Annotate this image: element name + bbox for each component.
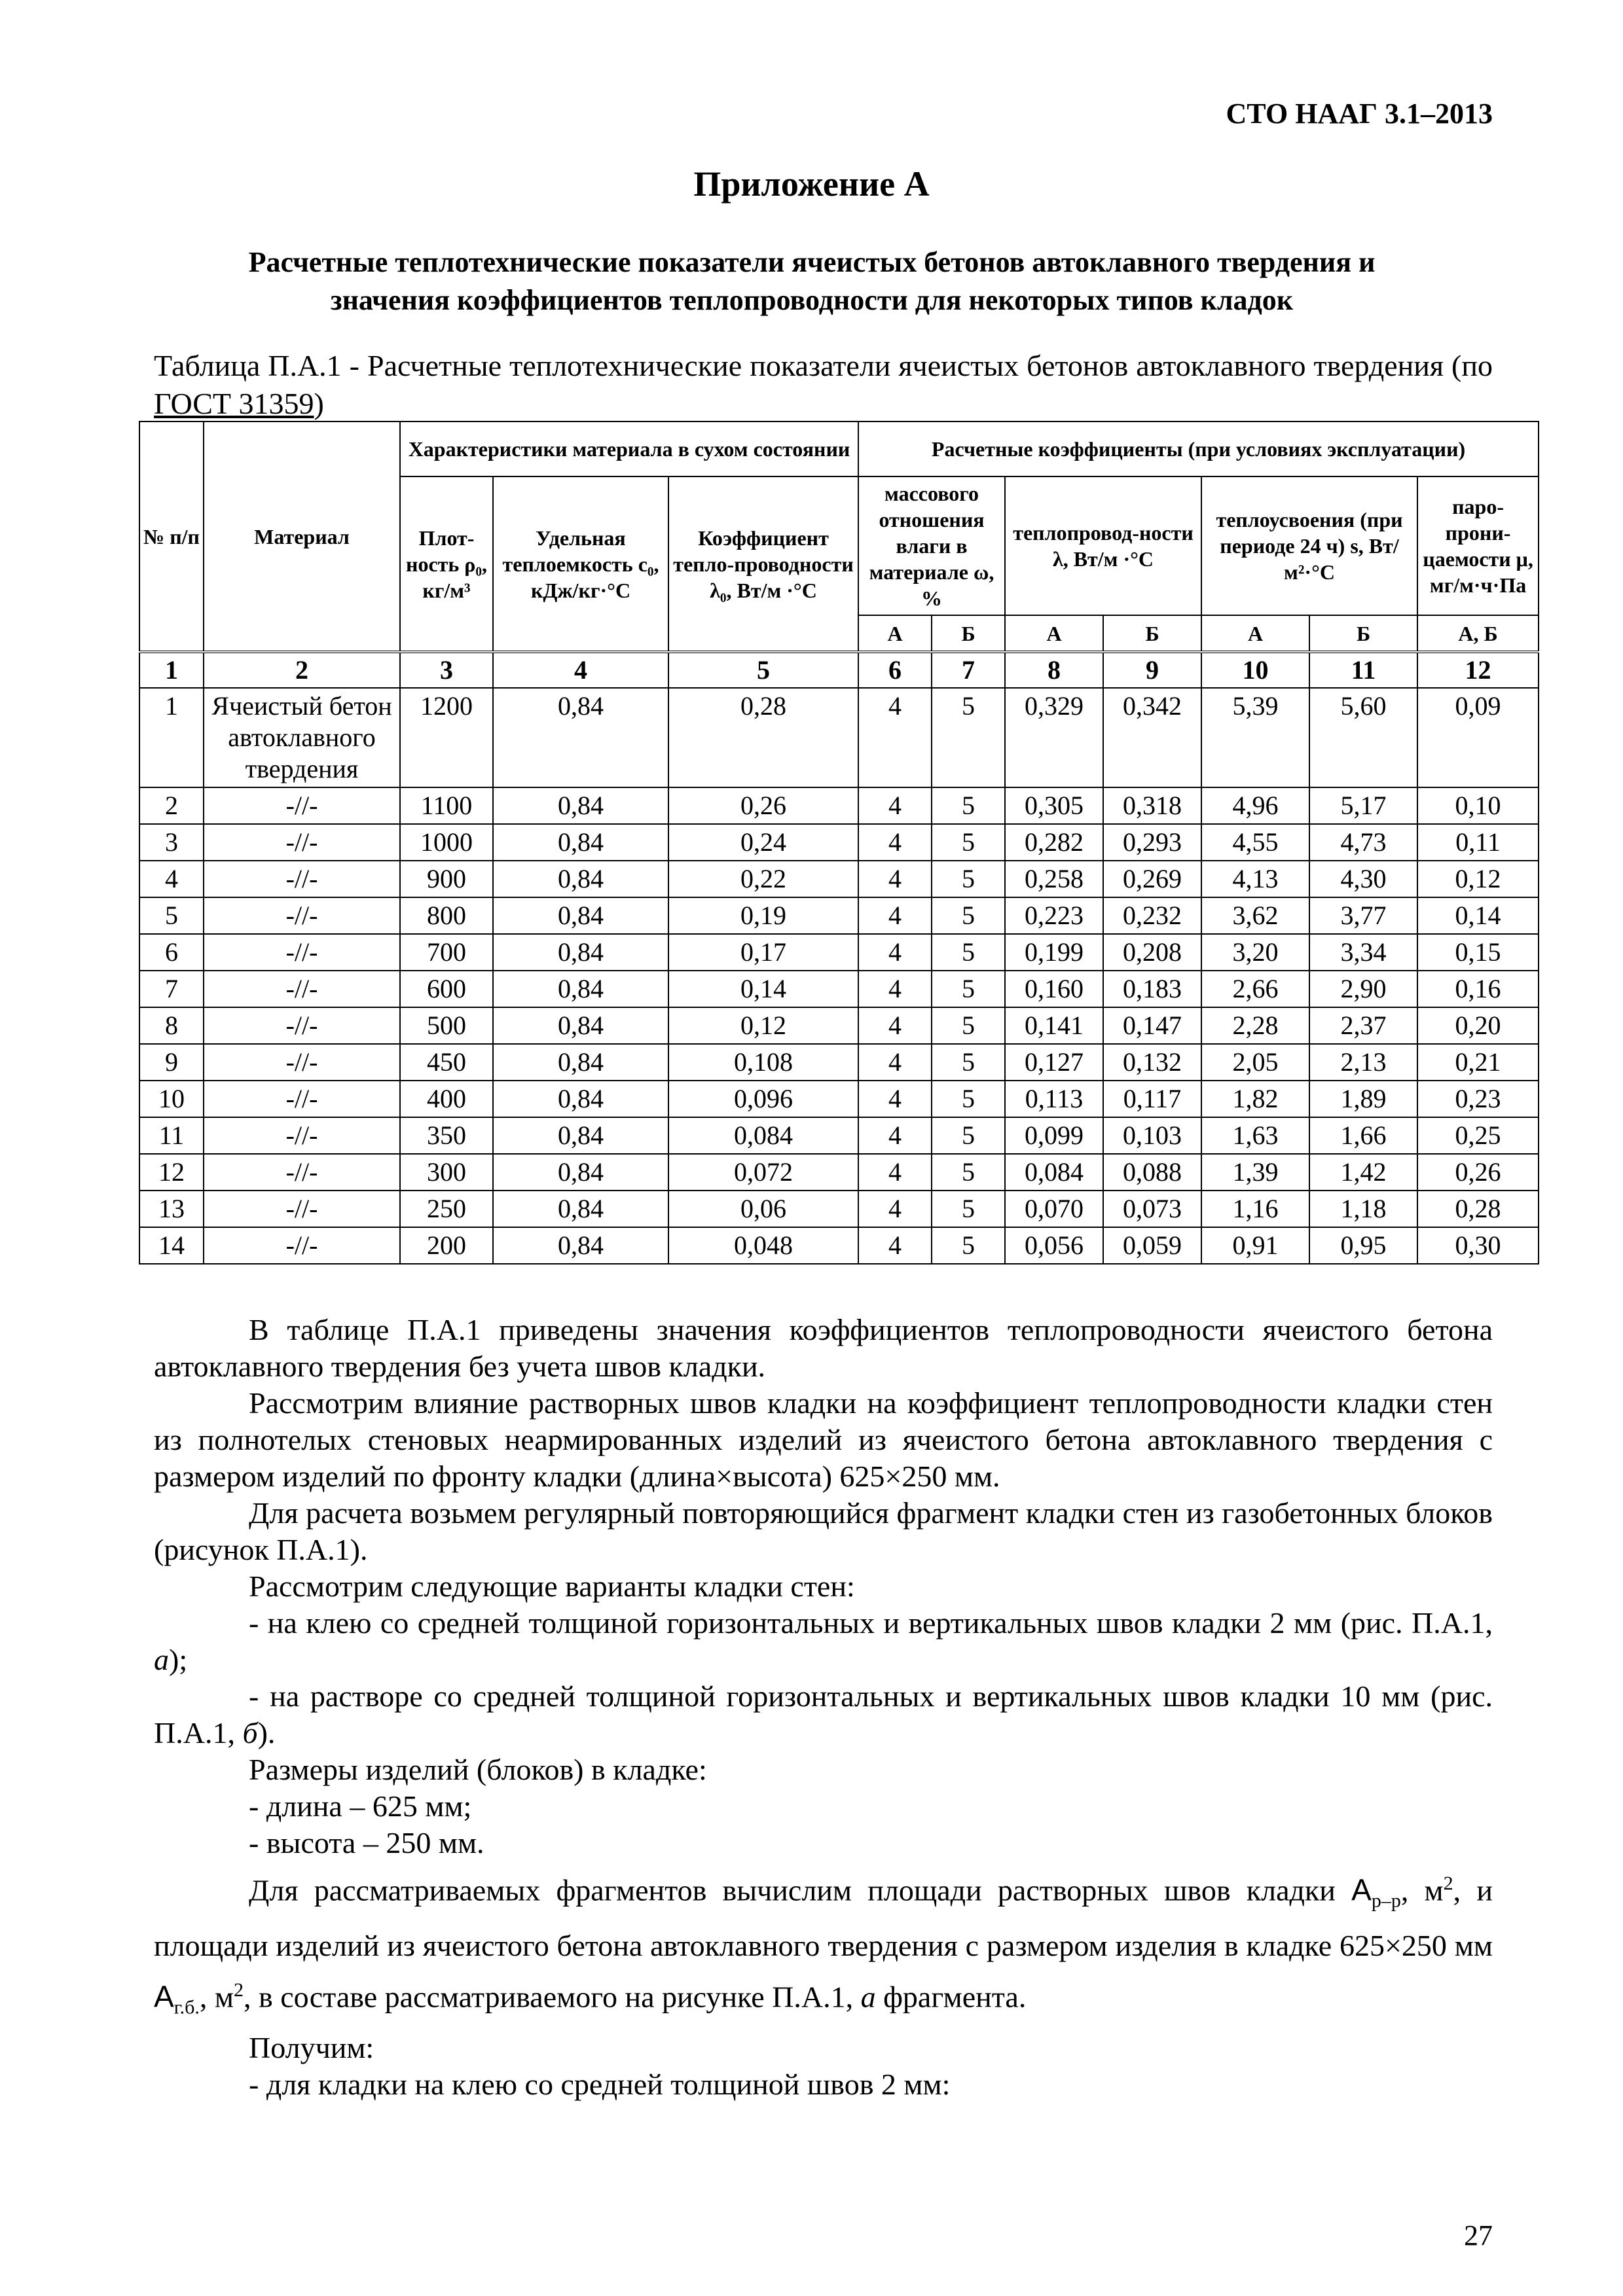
table-cell: 4 xyxy=(858,824,932,861)
table-cell: 0,056 xyxy=(1005,1227,1103,1264)
table-cell: 0,84 xyxy=(493,1081,668,1117)
table-cell: 0,048 xyxy=(668,1227,858,1264)
table-cell: -//- xyxy=(204,934,400,971)
header-condition-a: А xyxy=(858,615,932,652)
table-cell: 13 xyxy=(139,1191,204,1227)
table-cell: 0,258 xyxy=(1005,861,1103,897)
subtitle-line-1: Расчетные теплотехнические показатели ячеистых бетонов автоклавного твердения и xyxy=(248,246,1376,278)
text-run: , м xyxy=(199,1979,234,2013)
table-cell: 0,84 xyxy=(493,1227,668,1264)
header-condition-b: Б xyxy=(1309,615,1417,652)
header-heat-absorption: теплоусвоения (при периоде 24 ч) s, Вт/м²·°С xyxy=(1201,476,1417,615)
header-design-coefficients: Расчетные коэффициенты (при условиях эксплуатации) xyxy=(858,422,1539,476)
table-cell: -//- xyxy=(204,1044,400,1081)
list-item: - для кладки на клею со средней толщиной швов 2 мм: xyxy=(249,2068,951,2102)
table-cell: 700 xyxy=(400,934,493,971)
formula-symbol: А xyxy=(1351,1873,1372,1907)
paragraph xyxy=(154,1861,1493,2030)
table-cell: -//- xyxy=(204,1117,400,1154)
header-heat-capacity: Удельная теплоемкость с₀, кДж/кг·°С xyxy=(493,476,668,652)
column-number: 7 xyxy=(932,652,1005,688)
table-cell: 0,269 xyxy=(1103,861,1201,897)
table-cell: 0,17 xyxy=(668,934,858,971)
header-condition-ab: А, Б xyxy=(1417,615,1539,652)
formula-symbol: А xyxy=(154,1979,174,2013)
table-cell: 0,28 xyxy=(1417,1191,1539,1227)
table-cell: 4,13 xyxy=(1201,861,1309,897)
subtitle-line-2: значения коэффициентов теплопроводности для некоторых типов кладок xyxy=(330,284,1294,316)
table-cell: 0,84 xyxy=(493,787,668,824)
table-cell: 0,21 xyxy=(1417,1044,1539,1081)
appendix-title: Приложение А xyxy=(693,164,930,204)
table-cell: 7 xyxy=(139,971,204,1007)
table-cell: 0,84 xyxy=(493,934,668,971)
header-density: Плот-ность ρ₀, кг/м³ xyxy=(400,476,493,652)
table-cell: 4 xyxy=(858,1081,932,1117)
table-cell: 4,55 xyxy=(1201,824,1309,861)
table-cell: 250 xyxy=(400,1191,493,1227)
table-cell: 0,073 xyxy=(1103,1191,1201,1227)
table-cell: 5 xyxy=(932,1007,1005,1044)
table-cell: 5 xyxy=(932,1227,1005,1264)
table-cell: 4 xyxy=(858,971,932,1007)
table-cell: 0,14 xyxy=(1417,897,1539,934)
column-number: 5 xyxy=(668,652,858,688)
list-item-text: - на растворе со средней толщиной горизонтальных и вертикальных швов кладки 10 мм (рис. П.А.1, xyxy=(154,1679,1493,1749)
table-cell: 0,147 xyxy=(1103,1007,1201,1044)
table-cell: 2,13 xyxy=(1309,1044,1417,1081)
gost-link[interactable]: ГОСТ 31359 xyxy=(154,387,314,420)
table-cell: 600 xyxy=(400,971,493,1007)
table-cell: 4 xyxy=(139,861,204,897)
column-number: 8 xyxy=(1005,652,1103,688)
table-cell: 0,15 xyxy=(1417,934,1539,971)
table-cell: 1 xyxy=(139,688,204,787)
table-cell: 0,14 xyxy=(668,971,858,1007)
table-cell: 4,30 xyxy=(1309,861,1417,897)
table-cell: 1,18 xyxy=(1309,1191,1417,1227)
header-material: Материал xyxy=(204,422,400,652)
table-cell: 0,141 xyxy=(1005,1007,1103,1044)
table-cell: 900 xyxy=(400,861,493,897)
header-number: № п/п xyxy=(139,422,204,652)
table-cell: -//- xyxy=(204,787,400,824)
table-cell: 450 xyxy=(400,1044,493,1081)
table-cell: 2,37 xyxy=(1309,1007,1417,1044)
table-cell: 0,11 xyxy=(1417,824,1539,861)
table-cell: 0,108 xyxy=(668,1044,858,1081)
table-cell: 0,293 xyxy=(1103,824,1201,861)
table-cell: 0,127 xyxy=(1005,1044,1103,1081)
table-cell: 3,62 xyxy=(1201,897,1309,934)
table-cell: 0,088 xyxy=(1103,1154,1201,1191)
table-cell: -//- xyxy=(204,1227,400,1264)
table-cell: 9 xyxy=(139,1044,204,1081)
table-cell: 4 xyxy=(858,1007,932,1044)
table-body xyxy=(139,688,1539,1264)
appendix-subtitle xyxy=(151,243,1473,319)
formula-subscript: р–р xyxy=(1371,1890,1401,1912)
table-cell: 5 xyxy=(139,897,204,934)
table-cell: 2,28 xyxy=(1201,1007,1309,1044)
table-cell: 1,89 xyxy=(1309,1081,1417,1117)
table-cell: 200 xyxy=(400,1227,493,1264)
table-cell: 0,160 xyxy=(1005,971,1103,1007)
table-row xyxy=(139,787,1539,824)
column-number: 6 xyxy=(858,652,932,688)
table-cell: 5 xyxy=(932,1191,1005,1227)
list-item-end: ); xyxy=(169,1643,188,1676)
page-number: 27 xyxy=(1464,2219,1493,2251)
table-cell: 0,223 xyxy=(1005,897,1103,934)
table-cell: 0,084 xyxy=(1005,1154,1103,1191)
table-row xyxy=(139,1154,1539,1191)
table-cell: 1,63 xyxy=(1201,1117,1309,1154)
table-cell: 0,208 xyxy=(1103,934,1201,971)
table-cell: 0,282 xyxy=(1005,824,1103,861)
table-cell: 0,342 xyxy=(1103,688,1201,787)
table-cell: 2,66 xyxy=(1201,971,1309,1007)
list-item xyxy=(154,1605,1493,1678)
table-cell: 5 xyxy=(932,861,1005,897)
formula-subscript: г.б. xyxy=(173,1996,200,2018)
paragraph: Для расчета возьмем регулярный повторяющийся фрагмент кладки стен из газобетонных блоков (рисунок П.А.1). xyxy=(154,1496,1493,1566)
table-cell: 0,20 xyxy=(1417,1007,1539,1044)
table-cell: 5 xyxy=(932,824,1005,861)
table-cell: 0,19 xyxy=(668,897,858,934)
table-cell: 1,16 xyxy=(1201,1191,1309,1227)
table-cell: 0,232 xyxy=(1103,897,1201,934)
table-cell: 0,12 xyxy=(668,1007,858,1044)
table-cell: 11 xyxy=(139,1117,204,1154)
paragraph: В таблице П.А.1 приведены значения коэффициентов теплопроводности ячеистого бетона автоклавного твердения без учета швов кладки. xyxy=(154,1313,1493,1383)
table-cell: 0,24 xyxy=(668,824,858,861)
table-cell: 2 xyxy=(139,787,204,824)
table-caption xyxy=(154,347,1493,423)
header-moisture: массового отношения влаги в материале ω, % xyxy=(858,476,1005,615)
table-row xyxy=(139,1191,1539,1227)
table-cell: 0,059 xyxy=(1103,1227,1201,1264)
table-cell: 1,66 xyxy=(1309,1117,1417,1154)
table-cell: 5 xyxy=(932,688,1005,787)
list-item-text: - на клею со средней толщиной горизонтальных и вертикальных швов кладки 2 мм (рис. П.А.1, xyxy=(249,1606,1493,1640)
table-cell: 4 xyxy=(858,897,932,934)
table-cell: 5,39 xyxy=(1201,688,1309,787)
table-cell: 0,23 xyxy=(1417,1081,1539,1117)
list-item xyxy=(154,1678,1493,1751)
table-cell: 4 xyxy=(858,787,932,824)
table-cell: 12 xyxy=(139,1154,204,1191)
table-row xyxy=(139,971,1539,1007)
thermal-properties-table xyxy=(139,421,1539,1265)
table-cell: 1,42 xyxy=(1309,1154,1417,1191)
table-cell: 0,12 xyxy=(1417,861,1539,897)
column-number: 12 xyxy=(1417,652,1539,688)
table-cell: 0,199 xyxy=(1005,934,1103,971)
table-cell: 0,09 xyxy=(1417,688,1539,787)
table-cell: 0,096 xyxy=(668,1081,858,1117)
superscript: 2 xyxy=(233,1979,244,2001)
table-cell: 800 xyxy=(400,897,493,934)
column-number: 10 xyxy=(1201,652,1309,688)
table-cell: 5,60 xyxy=(1309,688,1417,787)
body-text xyxy=(154,1312,1493,2103)
table-cell: 0,84 xyxy=(493,861,668,897)
paragraph: Рассмотрим влияние растворных швов кладки на коэффициент теплопроводности кладки стен из полнотелых стеновых неармированных изделий из ячеистого бетона автоклавного твердения с размером изделий по фронту кладки (длина×высота) 625×250 мм. xyxy=(154,1386,1493,1493)
table-cell: 0,103 xyxy=(1103,1117,1201,1154)
table-cell: 5 xyxy=(932,1117,1005,1154)
table-row xyxy=(139,861,1539,897)
table-cell: -//- xyxy=(204,824,400,861)
table-cell: 3,20 xyxy=(1201,934,1309,971)
table-cell: 0,305 xyxy=(1005,787,1103,824)
table-cell: 5 xyxy=(932,934,1005,971)
table-cell: 0,30 xyxy=(1417,1227,1539,1264)
table-cell: 3,77 xyxy=(1309,897,1417,934)
table-cell: 0,84 xyxy=(493,971,668,1007)
table-cell: 0,22 xyxy=(668,861,858,897)
table-row xyxy=(139,824,1539,861)
table-cell: -//- xyxy=(204,971,400,1007)
table-row xyxy=(139,1081,1539,1117)
table-cell: 400 xyxy=(400,1081,493,1117)
table-cell: 0,91 xyxy=(1201,1227,1309,1264)
text-run: Для рассматриваемых фрагментов вычислим площади растворных швов кладки xyxy=(249,1873,1352,1907)
table-cell: 0,06 xyxy=(668,1191,858,1227)
table-cell: 0,084 xyxy=(668,1117,858,1154)
table-cell: 3 xyxy=(139,824,204,861)
column-number: 1 xyxy=(139,652,204,688)
column-number: 3 xyxy=(400,652,493,688)
figure-part-label: а xyxy=(154,1643,169,1676)
table-row xyxy=(139,1044,1539,1081)
paragraph: Размеры изделий (блоков) в кладке: xyxy=(249,1753,707,1786)
table-cell: 0,072 xyxy=(668,1154,858,1191)
table-row xyxy=(139,934,1539,971)
table-cell: 0,84 xyxy=(493,1117,668,1154)
table-cell: 4 xyxy=(858,1227,932,1264)
list-item-end: ). xyxy=(257,1716,276,1749)
table-cell: -//- xyxy=(204,1191,400,1227)
table-cell: 0,318 xyxy=(1103,787,1201,824)
column-number: 4 xyxy=(493,652,668,688)
table-cell: 5 xyxy=(932,971,1005,1007)
table-cell: 5 xyxy=(932,1081,1005,1117)
table-cell: -//- xyxy=(204,1154,400,1191)
table-cell: 5 xyxy=(932,787,1005,824)
table-cell: 4,73 xyxy=(1309,824,1417,861)
table-cell: 0,84 xyxy=(493,897,668,934)
table-cell: 6 xyxy=(139,934,204,971)
table-cell: 5,17 xyxy=(1309,787,1417,824)
table-cell: 0,84 xyxy=(493,1007,668,1044)
text-run: , м xyxy=(1400,1873,1444,1907)
table-cell: 0,84 xyxy=(493,688,668,787)
table-cell: 4 xyxy=(858,861,932,897)
table-cell: 0,099 xyxy=(1005,1117,1103,1154)
table-row xyxy=(139,897,1539,934)
table-cell: 4 xyxy=(858,934,932,971)
header-dry-state: Характеристики материала в сухом состоянии xyxy=(400,422,858,476)
table-row xyxy=(139,1007,1539,1044)
table-cell: 0,183 xyxy=(1103,971,1201,1007)
table-cell: 1200 xyxy=(400,688,493,787)
table-cell: 4 xyxy=(858,1117,932,1154)
table-cell: 1,39 xyxy=(1201,1154,1309,1191)
paragraph: Рассмотрим следующие варианты кладки стен: xyxy=(249,1570,855,1603)
table-cell: -//- xyxy=(204,897,400,934)
column-number: 9 xyxy=(1103,652,1201,688)
table-cell: 0,117 xyxy=(1103,1081,1201,1117)
list-item: - длина – 625 мм; xyxy=(249,1789,472,1823)
table-cell: 0,84 xyxy=(493,824,668,861)
table-cell: 0,26 xyxy=(668,787,858,824)
table-cell: 4 xyxy=(858,688,932,787)
table-row xyxy=(139,1117,1539,1154)
table-cell: 10 xyxy=(139,1081,204,1117)
header-condition-b: Б xyxy=(1103,615,1201,652)
table-cell: 4,96 xyxy=(1201,787,1309,824)
table-cell: 2,90 xyxy=(1309,971,1417,1007)
header-vapor-permeability: паро-прони-цаемости μ, мг/м·ч·Па xyxy=(1417,476,1539,615)
table-cell: 0,132 xyxy=(1103,1044,1201,1081)
header-condition-b: Б xyxy=(932,615,1005,652)
table-cell: 4 xyxy=(858,1154,932,1191)
column-number: 2 xyxy=(204,652,400,688)
column-number: 11 xyxy=(1309,652,1417,688)
text-run: фрагмента. xyxy=(875,1979,1027,2013)
table-cell: 2,05 xyxy=(1201,1044,1309,1081)
table-cell: 8 xyxy=(139,1007,204,1044)
paragraph: Получим: xyxy=(249,2031,374,2065)
table-cell: 0,25 xyxy=(1417,1117,1539,1154)
table-cell: 0,113 xyxy=(1005,1081,1103,1117)
table-cell: 0,84 xyxy=(493,1191,668,1227)
table-cell: -//- xyxy=(204,1007,400,1044)
table-cell: 0,28 xyxy=(668,688,858,787)
table-cell: 3,34 xyxy=(1309,934,1417,971)
table-row xyxy=(139,688,1539,787)
table-cell: 1100 xyxy=(400,787,493,824)
table-caption-close: ) xyxy=(314,387,324,420)
document-code: СТО НААГ 3.1–2013 xyxy=(1226,98,1493,130)
text-run: , и площади изделий из ячеистого бетона автоклавного твердения с размером изделия в кладке 625×250 мм xyxy=(154,1873,1493,1962)
table-cell: 5 xyxy=(932,897,1005,934)
text-run: , в составе рассматриваемого на рисунке П.А.1, xyxy=(243,1979,861,2013)
list-item: - высота – 250 мм. xyxy=(249,1826,484,1859)
table-caption-text: Таблица П.А.1 - Расчетные теплотехнические показатели ячеистых бетонов автоклавного твердения (по xyxy=(154,349,1493,382)
table-cell: 300 xyxy=(400,1154,493,1191)
table-cell: 5 xyxy=(932,1154,1005,1191)
header-conductivity: теплопровод-ности λ, Вт/м ·°С xyxy=(1005,476,1201,615)
table-cell: 1000 xyxy=(400,824,493,861)
table-cell: 0,329 xyxy=(1005,688,1103,787)
table-row xyxy=(139,1227,1539,1264)
header-dry-conductivity: Коэффициент тепло-проводности λ₀, Вт/м ·°С xyxy=(668,476,858,652)
header-condition-a: А xyxy=(1201,615,1309,652)
table-cell: 0,070 xyxy=(1005,1191,1103,1227)
table-cell: 5 xyxy=(932,1044,1005,1081)
table-cell: 14 xyxy=(139,1227,204,1264)
table-cell: 500 xyxy=(400,1007,493,1044)
table-cell: 4 xyxy=(858,1191,932,1227)
table-cell: 0,84 xyxy=(493,1154,668,1191)
table-cell: 4 xyxy=(858,1044,932,1081)
table-cell: Ячеистый бетон автоклавного твердения xyxy=(204,688,400,787)
table-cell: 0,95 xyxy=(1309,1227,1417,1264)
table-cell: 0,10 xyxy=(1417,787,1539,824)
table-cell: -//- xyxy=(204,1081,400,1117)
superscript: 2 xyxy=(1443,1873,1453,1894)
figure-part-label: б xyxy=(242,1716,258,1749)
table-cell: 350 xyxy=(400,1117,493,1154)
table-cell: 0,84 xyxy=(493,1044,668,1081)
table-cell: -//- xyxy=(204,861,400,897)
table-cell: 0,16 xyxy=(1417,971,1539,1007)
table-cell: 1,82 xyxy=(1201,1081,1309,1117)
table-cell: 0,26 xyxy=(1417,1154,1539,1191)
figure-part-label: а xyxy=(860,1979,876,2013)
header-condition-a: А xyxy=(1005,615,1103,652)
